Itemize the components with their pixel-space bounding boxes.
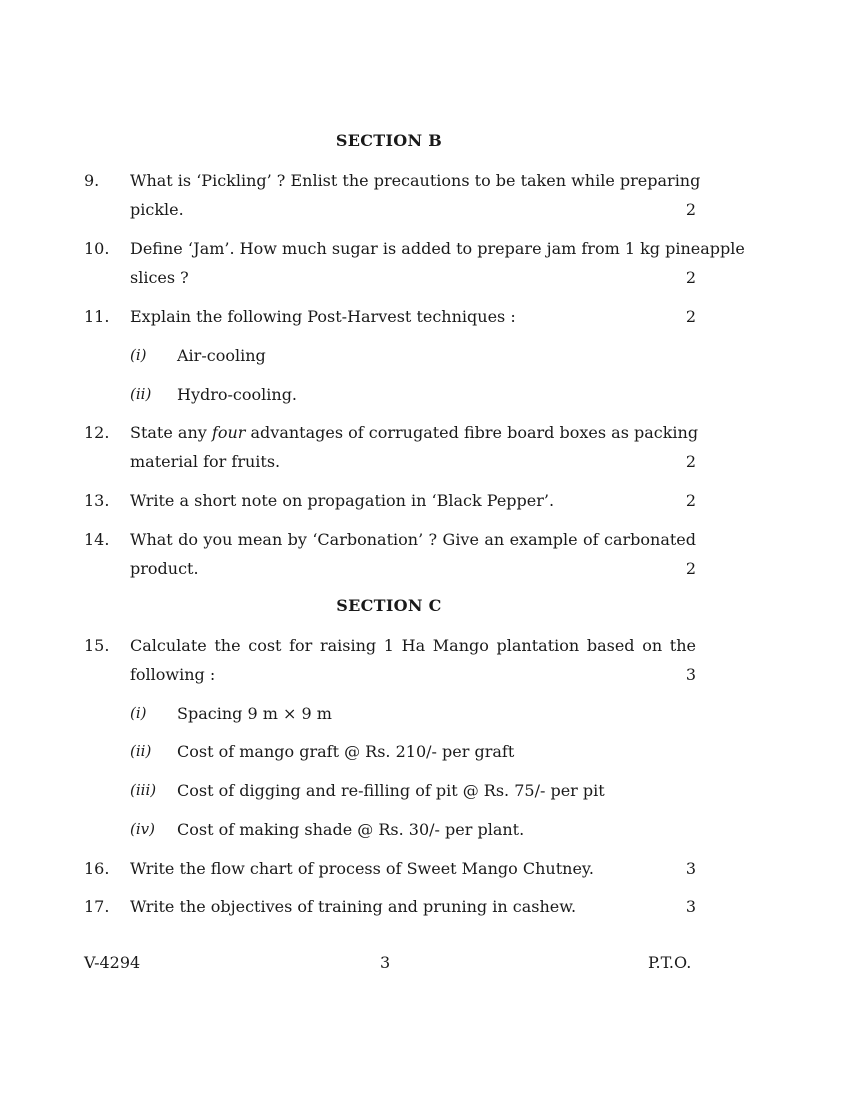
q12-text-pre: State any [130, 423, 212, 442]
please-turn-over: P.T.O. [648, 953, 692, 972]
q10-text-line2: slices ? [130, 268, 189, 287]
q17-text-line1: Write the objectives of training and pruning in cashew. [130, 897, 577, 916]
q11-sub-ii-text: Hydro-cooling. [177, 385, 298, 404]
q13-marks: 2 [685, 491, 696, 510]
q14-text-line1: What do you mean by ‘Carbonation’ ? Give an example of carbonated [130, 530, 696, 549]
q17-marks: 3 [685, 897, 696, 916]
q15-sub-ii-text: Cost of mango graft @ Rs. 210/- per graft [177, 742, 515, 761]
q15-text-line2: following : [130, 665, 216, 684]
section-b-heading: SECTION B [335, 131, 443, 150]
q9-text-line2: pickle. [130, 200, 184, 219]
q15-text-line1: Calculate the cost for raising 1 Ha Mango plantation based on the [130, 636, 696, 655]
q12-text-post: advantages of corrugated fibre board boxes as packing [245, 423, 699, 442]
paper-code: V-4294 [84, 953, 141, 972]
q15-sub-i-number: (i) [130, 704, 147, 722]
q11-sub-ii-number: (ii) [130, 385, 152, 403]
q13-number: 13. [84, 491, 110, 510]
q12-marks: 2 [685, 452, 696, 471]
q15-sub-iv-text: Cost of making shade @ Rs. 30/- per plant. [177, 820, 525, 839]
page-number: 3 [380, 953, 391, 972]
q16-text-line1: Write the flow chart of process of Sweet Mango Chutney. [130, 859, 594, 878]
section-c-heading: SECTION C [336, 596, 442, 615]
q15-sub-i-text: Spacing 9 m × 9 m [177, 704, 332, 723]
q10-number: 10. [84, 239, 110, 258]
q11-sub-i-text: Air-cooling [177, 346, 266, 365]
q15-sub-iv-number: (iv) [130, 820, 155, 838]
q15-number: 15. [84, 636, 110, 655]
q15-sub-ii-number: (ii) [130, 742, 152, 760]
q15-marks: 3 [685, 665, 696, 684]
q14-text-line2: product. [130, 559, 199, 578]
q11-number: 11. [84, 307, 110, 326]
q11-sub-i-number: (i) [130, 346, 147, 364]
q15-sub-iii-text: Cost of digging and re-filling of pit @ Rs. 75/- per pit [177, 781, 605, 800]
q14-marks: 2 [685, 559, 696, 578]
q12-text-line1 [130, 423, 699, 442]
q16-number: 16. [84, 859, 110, 878]
q11-marks: 2 [685, 307, 696, 326]
q9-marks: 2 [685, 200, 696, 219]
q12-text-emphasis: four [211, 423, 246, 442]
q9-text-line1: What is ‘Pickling’ ? Enlist the precautions to be taken while preparing [130, 171, 701, 190]
q12-text-line2: material for fruits. [130, 452, 281, 471]
q10-marks: 2 [685, 268, 696, 287]
q17-number: 17. [84, 897, 110, 916]
q12-number: 12. [84, 423, 110, 442]
q10-text-line1: Define ‘Jam’. How much sugar is added to prepare jam from 1 kg pineapple [130, 239, 745, 258]
q11-text-line1: Explain the following Post-Harvest techniques : [130, 307, 516, 326]
q14-number: 14. [84, 530, 110, 549]
q16-marks: 3 [685, 859, 696, 878]
q15-sub-iii-number: (iii) [130, 781, 157, 799]
q13-text-line1: Write a short note on propagation in ‘Black Pepper’. [130, 491, 555, 510]
q9-number: 9. [84, 171, 100, 190]
